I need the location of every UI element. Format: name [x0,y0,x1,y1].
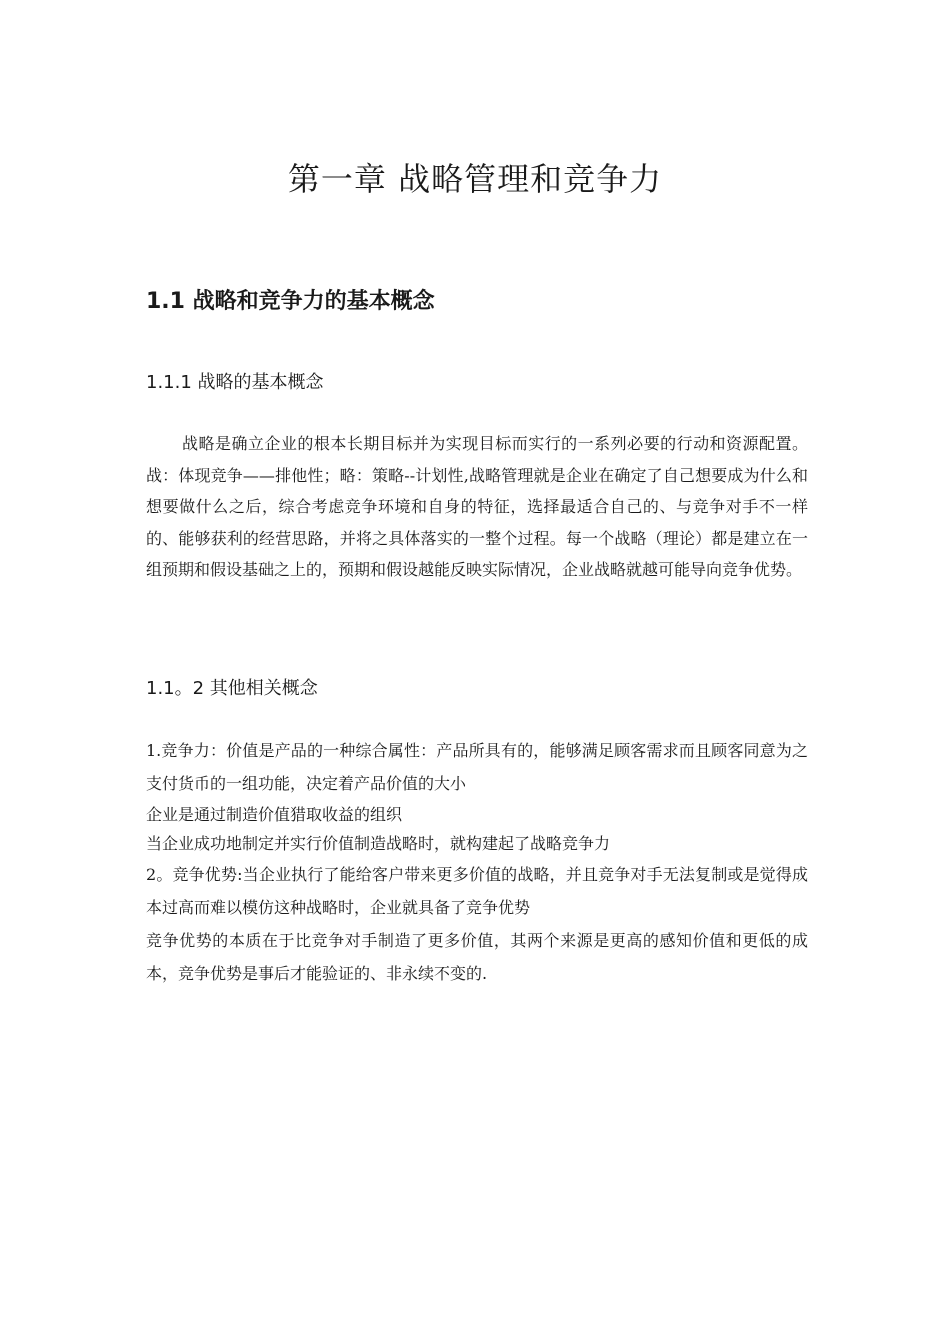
enterprise-definition: 企业是通过制造价值猎取收益的组织 [146,805,403,824]
competitiveness-definition: 1.竞争力：价值是产品的一种综合属性：产品所具有的，能够满足顾客需求而且顾客同意为之支付货币的一组功能，决定着产品价值的大小 [146,741,808,793]
chapter-title: 第一章 战略管理和竞争力 [287,160,663,198]
competitive-advantage-essence: 竞争优势的本质在于比竞争对手制造了更多价值，其两个来源是更高的感知价值和更低的成本，竞争优势是事后才能验证的、非永续不变的. [146,931,808,983]
related-concepts-block [146,734,808,990]
strategy-definition-paragraph: 战略是确立企业的根本长期目标并为实现目标而实行的一系列必要的行动和资源配置。战：体现竞争——排他性；略：策略--计划性,战略管理就是企业在确定了自己想要成为什么和想要做什么之后，综合考虑竞争环境和自身的特征，选择最适合自己的、与竞争对手不一样的、能够获利的经营思路，并将之具体落实的一整个过程。每一个战略（理论）都是建立在一组预期和假设基础之上的，预期和假设越能反映实际情况，企业战略就越可能导向竞争优势。 [146,434,808,579]
subsection-title-1: 1.1.1 战略的基本概念 [146,372,324,393]
subsection-title-2: 1.1。2 其他相关概念 [146,678,318,699]
competitive-advantage-definition: 2。竞争优势:当企业执行了能给客户带来更多价值的战略，并且竞争对手无法复制或是觉得成本过高而难以模仿这种战略时，企业就具备了竞争优势 [146,865,808,917]
section-title: 1.1 战略和竞争力的基本概念 [146,289,435,314]
strategic-competitiveness-line: 当企业成功地制定并实行价值制造战略时，就构建起了战略竞争力 [146,834,611,853]
